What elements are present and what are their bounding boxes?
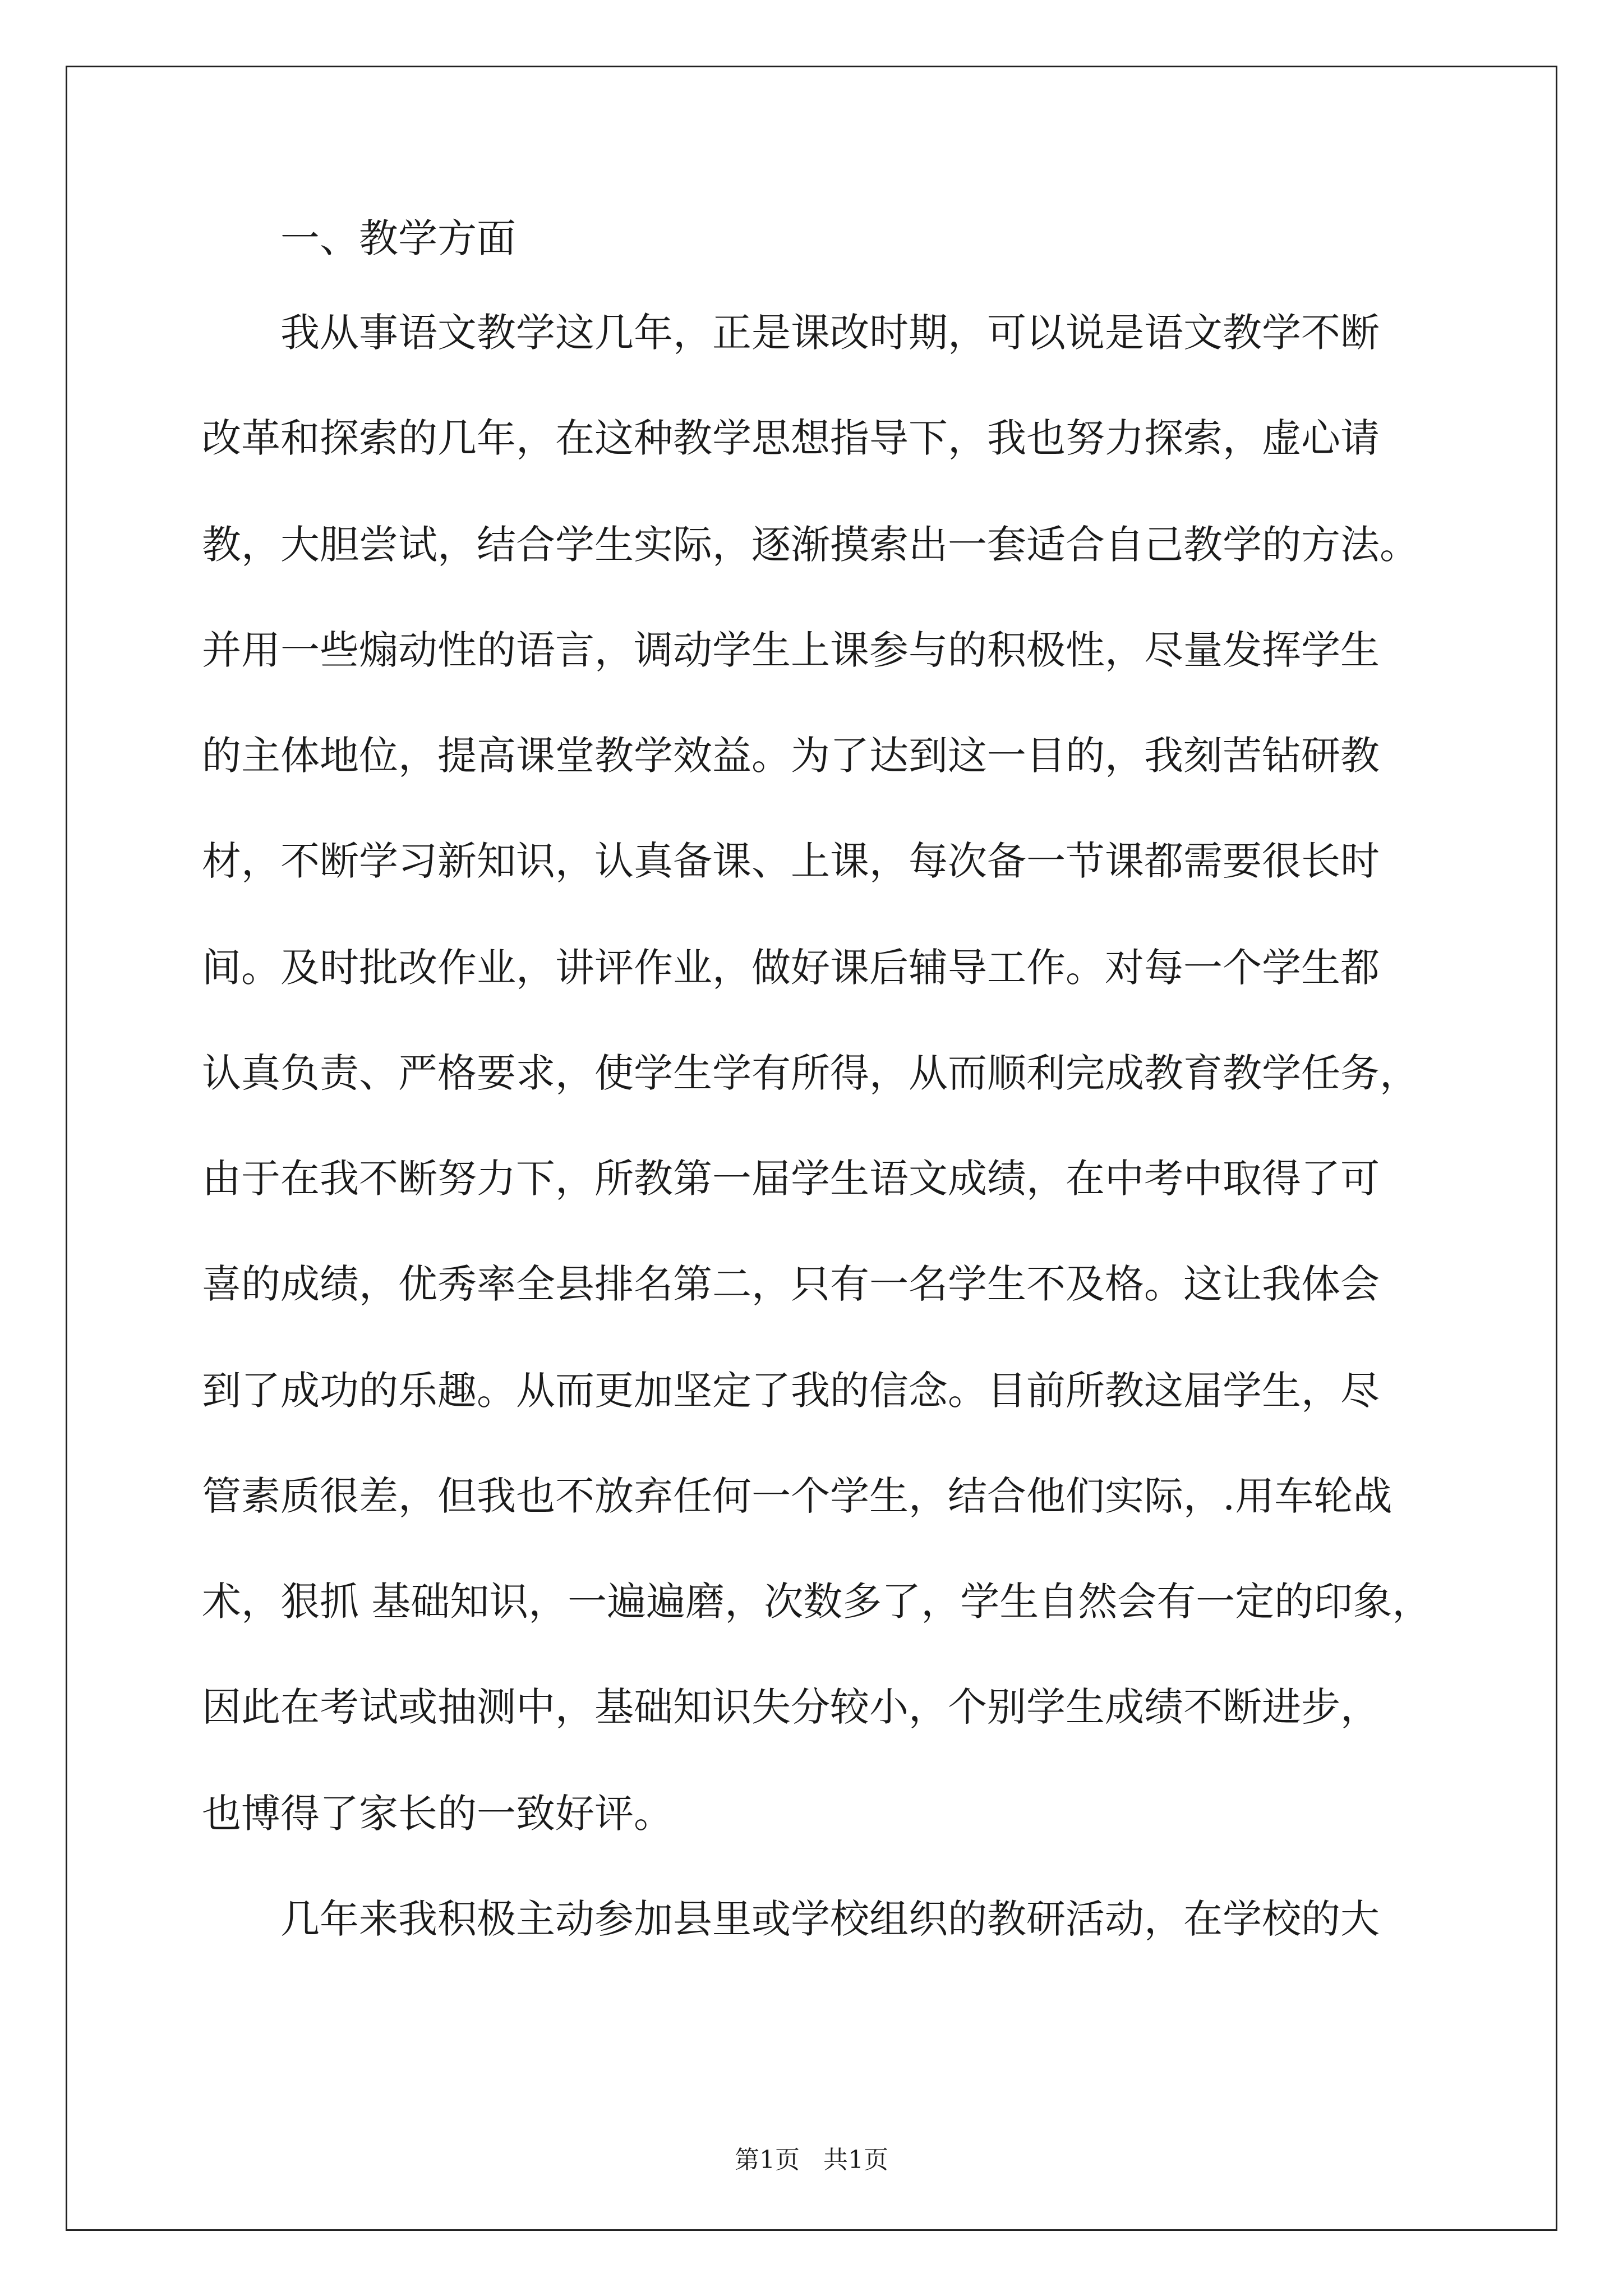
paragraph-line: 由于在我不断努力下，所教第一届学生语文成绩，在中考中取得了可 (202, 1156, 1380, 1202)
paragraph-line: 因此在考试或抽测中，基础知识失分较小，个别学生成绩不断进步， (202, 1684, 1380, 1730)
paragraph-line: 我从事语文教学这几年，正是课改时期，可以说是语文教学不断 (280, 310, 1380, 356)
paragraph-line: 改革和探索的几年，在这种教学思想指导下，我也努力探索，虚心请 (202, 415, 1380, 461)
paragraph-line: 喜的成绩，优秀率全县排名第二，只有一名学生不及格。这让我体会 (202, 1261, 1380, 1307)
section-heading: 一、教学方面 (280, 215, 516, 261)
paragraph-line: 到了成功的乐趣。从而更加坚定了我的信念。目前所教这届学生，尽 (202, 1368, 1380, 1414)
paragraph-line: 并用一些煽动性的语言，调动学生上课参与的积极性，尽量发挥学生 (202, 627, 1380, 673)
paragraph-line: 几年来我积极主动参加县里或学校组织的教研活动，在学校的大 (280, 1896, 1380, 1942)
page-footer: 第1页 共1页 (735, 2146, 888, 2174)
paragraph-line: 认真负责、严格要求，使学生学有所得，从而顺利完成教育教学任务， (202, 1050, 1419, 1096)
paragraph-line: 也博得了家长的一致好评。 (202, 1791, 673, 1837)
paragraph-line: 教，大胆尝试，结合学生实际，逐渐摸索出一套适合自己教学的方法。 (202, 522, 1419, 568)
paragraph-line: 管素质很差，但我也不放弃任何一个学生，结合他们实际，.用车轮战 (202, 1473, 1393, 1519)
paragraph-line: 材，不断学习新知识，认真备课、上课，每次备一节课都需要很长时 (202, 838, 1380, 884)
paragraph-line: 的主体地位，提高课堂教学效益。为了达到这一目的，我刻苦钻研教 (202, 733, 1380, 779)
paragraph-line: 间。及时批改作业，讲评作业，做好课后辅导工作。对每一个学生都 (202, 945, 1380, 991)
paragraph-line: 术，狠抓 基础知识，一遍遍磨，次数多了，学生自然会有一定的印象， (202, 1579, 1432, 1625)
